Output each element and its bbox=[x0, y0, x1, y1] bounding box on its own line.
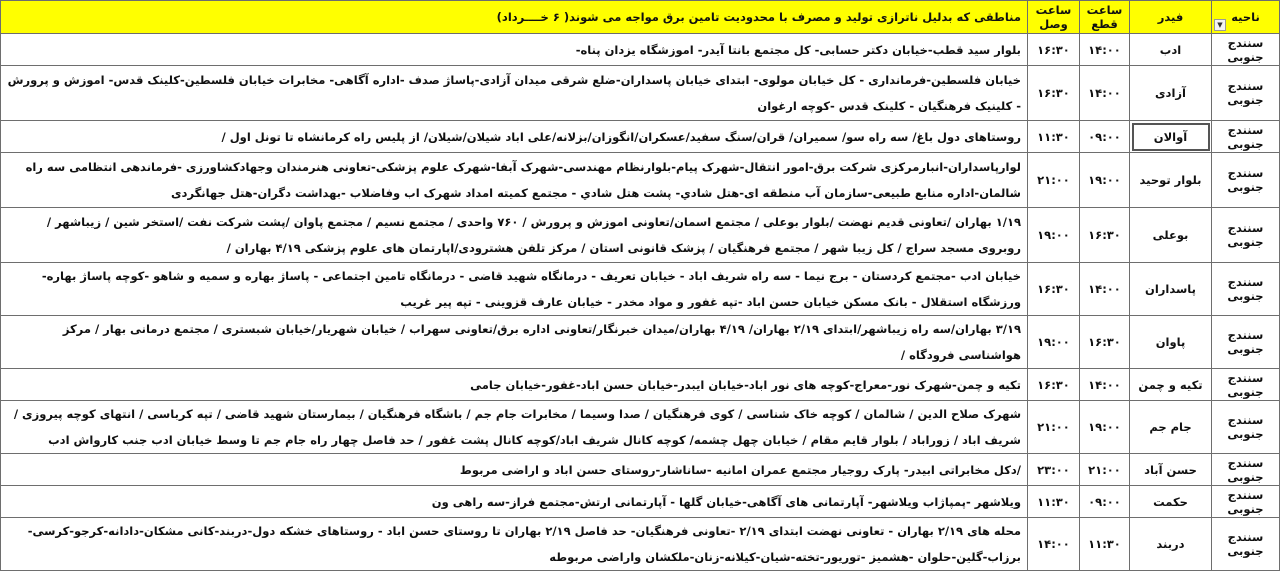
cut-time-cell[interactable]: ۱۹:۰۰ bbox=[1080, 401, 1130, 454]
region-cell[interactable]: سنندج جنوبی bbox=[1212, 121, 1280, 153]
region-cell[interactable]: سنندج جنوبی bbox=[1212, 518, 1280, 571]
column-header-feeder[interactable]: فیدر bbox=[1130, 1, 1212, 34]
region-cell[interactable]: سنندج جنوبی bbox=[1212, 153, 1280, 208]
cut-time-cell[interactable]: ۱۶:۳۰ bbox=[1080, 208, 1130, 263]
cut-time-cell[interactable]: ۰۹:۰۰ bbox=[1080, 121, 1130, 153]
region-cell[interactable]: سنندج جنوبی bbox=[1212, 263, 1280, 316]
areas-cell[interactable]: شهرک صلاح الدین / شالمان / کوچه خاک شناسی / کوی فرهنگیان / صدا وسیما / مخابرات جام جم / باشگاه فرهنگیان / بیمارستان شهید قاضی / تپه کرباسی / انتهای کوچه پیروزی / شریف اباد / زوراباد / بلوار قایم مقام / خیابان چهل چشمه/ کوچه کانال شریف اباد/کوچه کانال پشت غفور / حد فاصل چهار راه جام جم تا وسط خیابان ادب جنب کارواش ادب bbox=[1, 401, 1028, 454]
areas-cell[interactable]: /دکل مخابراتی ابیدر- پارک روجیار مجتمع عمران امانیه -ساناشار-روستای حسن اباد و اراضی مربوط bbox=[1, 454, 1028, 486]
table-row bbox=[1, 369, 1280, 401]
connect-time-cell[interactable]: ۲۳:۰۰ bbox=[1028, 454, 1080, 486]
region-cell[interactable]: سنندج جنوبی bbox=[1212, 486, 1280, 518]
areas-cell[interactable]: محله های ۲/۱۹ بهاران - تعاونی نهضت ابتدای ۲/۱۹ -تعاونی فرهنگیان- حد فاصل ۲/۱۹ بهاران تا روستای حسن اباد - روستاهای خشکه دول-دربند-کانی مشکان-دادانه-کرجو-کرسی-برزاب-گلین-حلوان -هشمیز -توریور-تخته-شیان-کیلانه-زنان-ملکشان واراضی مربوطه bbox=[1, 518, 1028, 571]
areas-cell[interactable]: خیابان فلسطین-فرمانداری - کل خیابان مولوی- ابتدای خیابان پاسداران-ضلع شرقی میدان آزادی-پاساژ صدف -اداره آگاهی- مخابرات خیابان فلسطین-کلینک قدس- اموزش و پرورش - کلینیک فرهنگیان - کلینک قدس -کوچه ارغوان bbox=[1, 66, 1028, 121]
header-row bbox=[1, 1, 1280, 34]
feeder-cell[interactable]: بلوار توحید bbox=[1130, 153, 1212, 208]
connect-time-cell[interactable]: ۱۶:۳۰ bbox=[1028, 263, 1080, 316]
areas-cell[interactable]: ویلاشهر -پمپاژاب ویلاشهر- آپارتمانی های آگاهی-خیابان گلها - آپارتمانی ارتش-مجتمع فراز-سه راهی ون bbox=[1, 486, 1028, 518]
column-header-areas[interactable]: مناطقی که بدلیل ناترازی تولید و مصرف با محدودیت تامین برق مواجه می شوند( ۶ خــــرداد) bbox=[1, 1, 1028, 34]
connect-time-cell[interactable]: ۱۹:۰۰ bbox=[1028, 208, 1080, 263]
column-header-cut-time[interactable]: ساعت قطع bbox=[1080, 1, 1130, 34]
region-cell[interactable]: سنندج جنوبی bbox=[1212, 401, 1280, 454]
areas-cell[interactable]: تکیه و چمن-شهرک نور-معراج-کوچه های نور اباد-خیابان ایبدر-خیابان حسن اباد-غفور-خیابان جامی bbox=[1, 369, 1028, 401]
cut-time-cell[interactable]: ۱۴:۰۰ bbox=[1080, 66, 1130, 121]
connect-time-cell[interactable]: ۱۶:۳۰ bbox=[1028, 66, 1080, 121]
region-cell[interactable]: سنندج جنوبی bbox=[1212, 454, 1280, 486]
cut-time-cell[interactable]: ۱۴:۰۰ bbox=[1080, 263, 1130, 316]
filter-dropdown-icon[interactable]: ▼ bbox=[1214, 19, 1226, 31]
feeder-cell[interactable]: حسن آباد bbox=[1130, 454, 1212, 486]
column-header-region[interactable] bbox=[1212, 1, 1280, 34]
table-row bbox=[1, 121, 1280, 153]
connect-time-cell[interactable]: ۱۱:۳۰ bbox=[1028, 121, 1080, 153]
areas-cell[interactable]: بلوار سید قطب-خیابان دکتر حسابی- کل مجتمع بانتا آیدر- اموزشگاه یزدان پناه- bbox=[1, 34, 1028, 66]
feeder-cell[interactable]: دربند bbox=[1130, 518, 1212, 571]
connect-time-cell[interactable]: ۱۱:۳۰ bbox=[1028, 486, 1080, 518]
feeder-cell[interactable]: حکمت bbox=[1130, 486, 1212, 518]
feeder-cell[interactable]: جام جم bbox=[1130, 401, 1212, 454]
areas-cell[interactable]: لوارپاسداران-انبارمرکزی شرکت برق-امور انتقال-شهرک پیام-بلوارنظام مهندسی-شهرک آبفا-شهرک علوم پزشکی-تعاونی هنرمندان وجهادکشاورزی -فرماندهی انتظامی سه راه شالمان-اداره منابع طبیعی-سازمان آب منطقه ای-هتل شادي- پشت هتل شادي - مجتمع کمیته امداد شهرک اب وفاضلاب -بهداشت دگران-هتل جهانگردی bbox=[1, 153, 1028, 208]
feeder-cell[interactable]: تکیه و چمن bbox=[1130, 369, 1212, 401]
connect-time-cell[interactable]: ۱۶:۳۰ bbox=[1028, 34, 1080, 66]
cut-time-cell[interactable]: ۱۹:۰۰ bbox=[1080, 153, 1130, 208]
table-row bbox=[1, 401, 1280, 454]
region-cell[interactable]: سنندج جنوبی bbox=[1212, 369, 1280, 401]
cut-time-cell[interactable]: ۱۴:۰۰ bbox=[1080, 34, 1130, 66]
cut-time-cell[interactable]: ۱۶:۳۰ bbox=[1080, 316, 1130, 369]
connect-time-cell[interactable]: ۲۱:۰۰ bbox=[1028, 401, 1080, 454]
region-header-label: ناحیه bbox=[1231, 10, 1260, 24]
cut-time-cell[interactable]: ۱۴:۰۰ bbox=[1080, 369, 1130, 401]
feeder-cell[interactable]: ادب bbox=[1130, 34, 1212, 66]
table-row bbox=[1, 316, 1280, 369]
table-row bbox=[1, 454, 1280, 486]
areas-cell[interactable]: خیابان ادب -مجتمع کردستان - برج نیما - سه راه شریف اباد - خیابان تعریف - درمانگاه شهید قاضی - درمانگاه تامین اجتماعی - پاساژ بهاره و سمیه و شاهو -کوچه پاساژ بهاره-ورزشگاه استقلال - بانک مسکن خیابان حسن اباد -تپه غفور و مواد مخدر - خیابان عارف قزوینی - تپه پیر غریب bbox=[1, 263, 1028, 316]
region-cell[interactable]: سنندج جنوبی bbox=[1212, 34, 1280, 66]
region-cell[interactable]: سنندج جنوبی bbox=[1212, 66, 1280, 121]
table-row bbox=[1, 66, 1280, 121]
areas-cell[interactable]: ۳/۱۹ بهاران/سه راه زیباشهر/ابتدای ۲/۱۹ بهاران/ ۴/۱۹ بهاران/میدان خبرنگار/تعاونی اداره برق/تعاونی سهراب / خیابان شهریار/خیابان شبستری / مجتمع درمانی بهار / مرکز هواشناسی فرودگاه / bbox=[1, 316, 1028, 369]
table-row bbox=[1, 518, 1280, 571]
table-row bbox=[1, 486, 1280, 518]
connect-time-cell[interactable]: ۲۱:۰۰ bbox=[1028, 153, 1080, 208]
feeder-cell[interactable]: پاوان bbox=[1130, 316, 1212, 369]
feeder-cell[interactable]: پاسداران bbox=[1130, 263, 1212, 316]
areas-cell[interactable]: روستاهای دول باغ/ سه راه سو/ سمیران/ قران/سنگ سفید/عسکران/انگوزان/بزلانه/علی اباد شیلان/شیلان/ از پلیس راه کرمانشاه تا تونل اول / bbox=[1, 121, 1028, 153]
table-row bbox=[1, 263, 1280, 316]
region-cell[interactable]: سنندج جنوبی bbox=[1212, 316, 1280, 369]
column-header-connect-time[interactable]: ساعت وصل bbox=[1028, 1, 1080, 34]
cut-time-cell[interactable]: ۲۱:۰۰ bbox=[1080, 454, 1130, 486]
feeder-cell-selected[interactable]: آوالان bbox=[1130, 121, 1212, 153]
connect-time-cell[interactable]: ۱۹:۰۰ bbox=[1028, 316, 1080, 369]
feeder-cell[interactable]: آزادی bbox=[1130, 66, 1212, 121]
feeder-cell[interactable]: بوعلی bbox=[1130, 208, 1212, 263]
areas-cell[interactable]: ۱/۱۹ بهاران /تعاونی قدیم نهضت /بلوار بوعلی / مجتمع اسمان/تعاونی اموزش و پرورش / ۷۶۰ واحدی / مجتمع نسیم / مجتمع پاوان /پشت شرکت نفت /استخر شین / زیباشهر / روبروی مسجد سراج / کل زیبا شهر / مجتمع فرهنگیان / پزشک قانونی استان / مرکز تلفن هشترودی/اپارتمان های علوم پزشکی ۴/۱۹ بهاران / bbox=[1, 208, 1028, 263]
cut-time-cell[interactable]: ۱۱:۳۰ bbox=[1080, 518, 1130, 571]
cut-time-cell[interactable]: ۰۹:۰۰ bbox=[1080, 486, 1130, 518]
connect-time-cell[interactable]: ۱۶:۳۰ bbox=[1028, 369, 1080, 401]
region-cell[interactable]: سنندج جنوبی bbox=[1212, 208, 1280, 263]
table-row bbox=[1, 208, 1280, 263]
table-row bbox=[1, 153, 1280, 208]
connect-time-cell[interactable]: ۱۴:۰۰ bbox=[1028, 518, 1080, 571]
table-row bbox=[1, 34, 1280, 66]
